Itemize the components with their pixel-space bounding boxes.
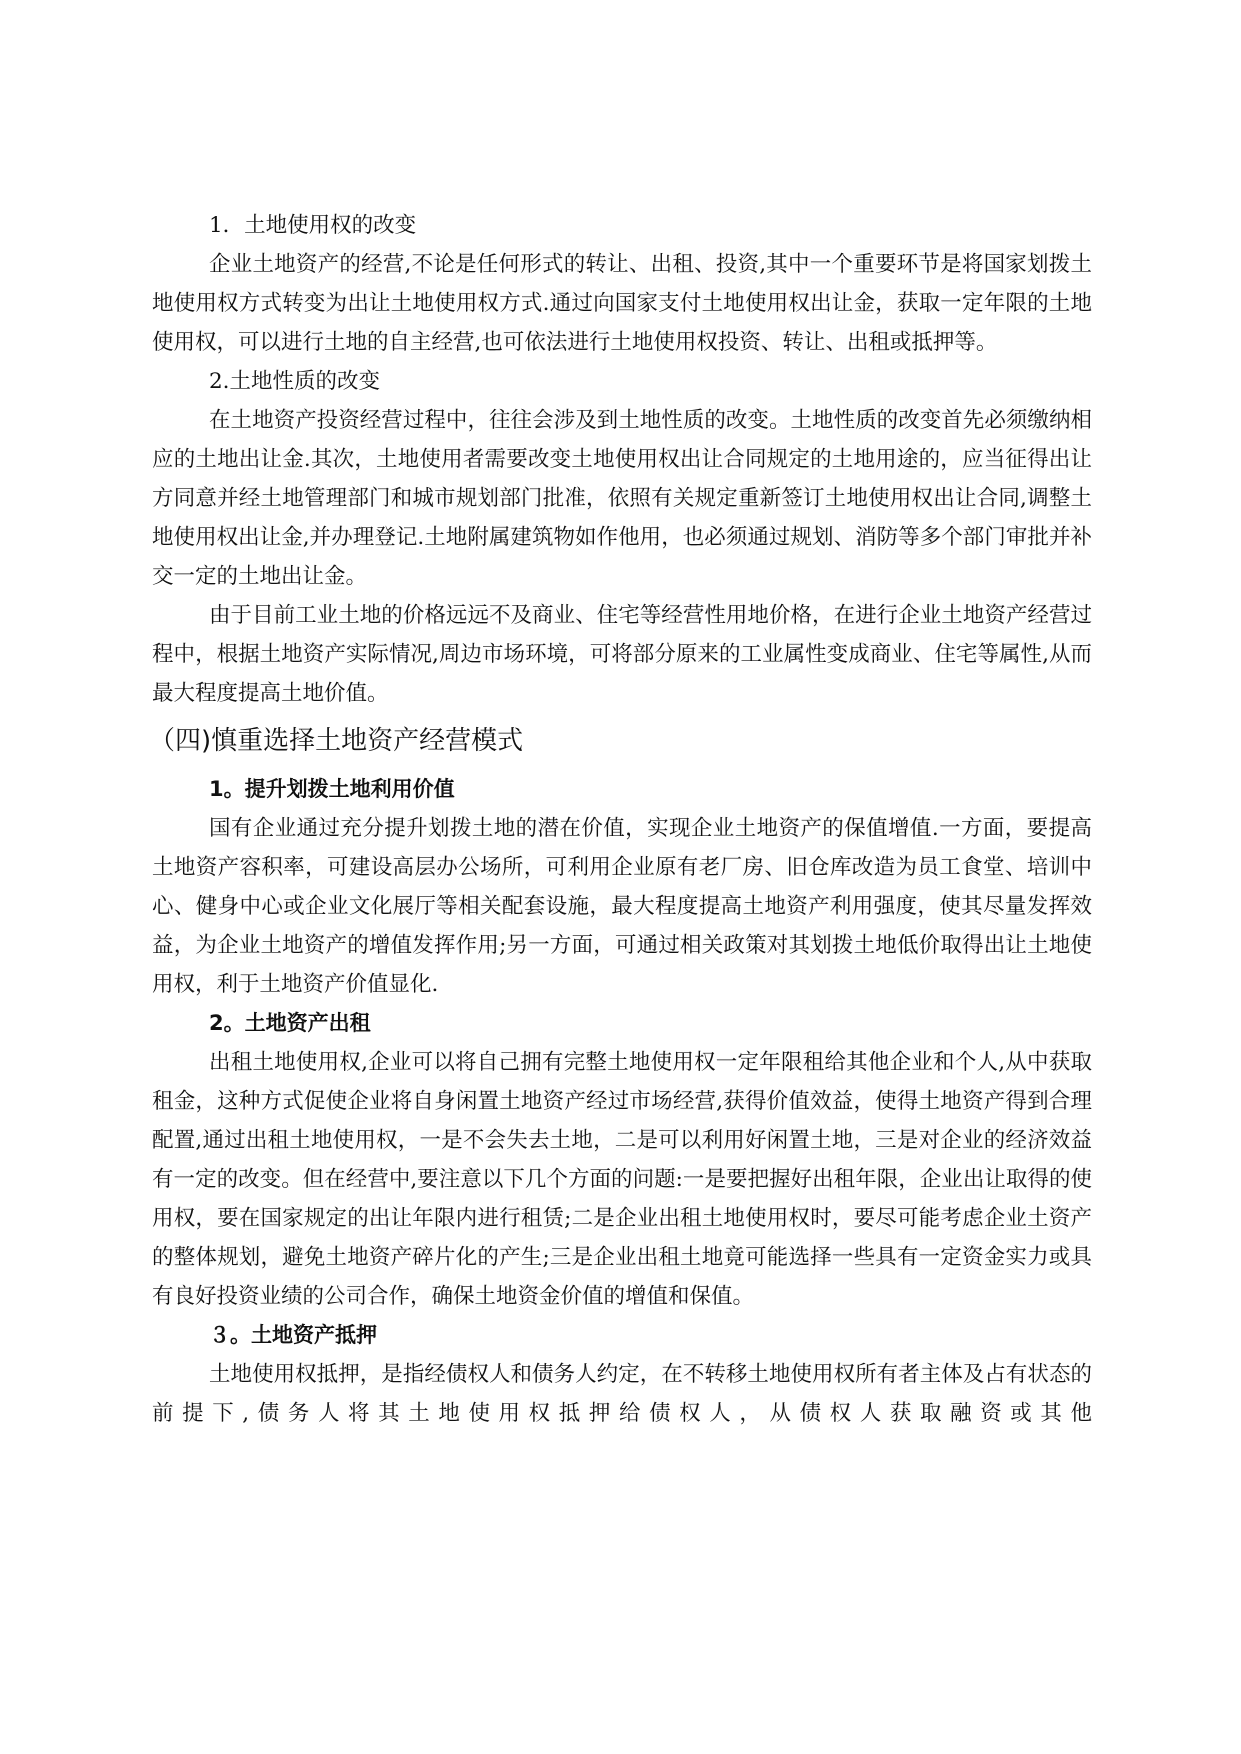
subheading-land-lease: 2。土地资产出租 xyxy=(209,1011,371,1035)
subheading-allocated-land-value: 1。提升划拨土地利用价值 xyxy=(209,777,455,801)
paragraph-allocated-land: 国有企业通过充分提升划拨土地的潜在价值，实现企业土地资产的保值增值.一方面，要提高土地资产容积率，可建设高层办公场所，可利用企业原有老厂房、旧仓库改造为员工食堂、培训中心、健身中心或企业文化展厅等相关配套设施，最大程度提高土地资产利用强度，使其尽量发挥效益，为企业土地资产的增值发挥作用;另一方面，可通过相关政策对其划拨土地低价取得出让土地使用权，利于土地资产价值显化. xyxy=(152,816,1092,997)
paragraph-land-lease: 出租土地使用权,企业可以将自己拥有完整土地使用权一定年限租给其他企业和个人,从中获取租金，这种方式促使企业将自身闲置土地资产经过市场经营,获得价值效益，使得土地资产得到合理配置,通过出租土地使用权，一是不会失去土地，二是可以利用好闲置土地，三是对企业的经济效益有一定的改变。但在经营中,要注意以下几个方面的问题:一是要把握好出租年限，企业出让取得的使用权，要在国家规定的出让年限内进行租赁;二是企业出租土地使用权时，要尽可能考虑企业土资产的整体规划，避免土地资产碎片化的产生;三是企业出租土地竟可能选择一些具有一定资金实力或具有良好投资业绩的公司合作，确保土地资金价值的增值和保值。 xyxy=(152,1050,1092,1309)
paragraph-land-use-right: 企业土地资产的经营,不论是任何形式的转让、出租、投资,其中一个重要环节是将国家划拨土地使用权方式转变为出让土地使用权方式.通过向国家支付土地使用权出让金，获取一定年限的土地使用权，可以进行土地的自主经营,也可依法进行土地使用权投资、转让、出租或抵押等。 xyxy=(152,252,1092,355)
paragraph-land-nature: 在土地资产投资经营过程中，往往会涉及到土地性质的改变。土地性质的改变首先必须缴纳相应的土地出让金.其次，土地使用者需要改变土地使用权出让合同规定的土地用途的，应当征得出让方同意并经土地管理部门和城市规划部门批准，依照有关规定重新签订土地使用权出让合同,调整土地使用权出让金,并办理登记.土地附属建筑物如作他用，也必须通过规划、消防等多个部门审批并补交一定的土地出让金。 xyxy=(152,408,1092,589)
paragraph-land-mortgage: 土地使用权抵押，是指经债权人和债务人约定，在不转移土地使用权所有者主体及占有状态的前提下,债务人将其土地使用权抵押给债权人，从债权人获取融资或其他 xyxy=(152,1362,1092,1426)
section-heading-operation-mode: （四)慎重选择土地资产经营模式 xyxy=(149,726,524,756)
subheading-land-nature-change: 2.土地性质的改变 xyxy=(209,369,381,394)
subheading-land-use-right-change: 1．土地使用权的改变 xyxy=(209,213,417,238)
paragraph-industrial-land-price: 由于目前工业土地的价格远远不及商业、住宅等经营性用地价格，在进行企业土地资产经营过程中，根据土地资产实际情况,周边市场环境，可将部分原来的工业属性变成商业、住宅等属性,从而最大程度提高土地价值。 xyxy=(152,603,1092,706)
subheading-land-mortgage: ３。土地资产抵押 xyxy=(209,1323,377,1347)
document-page xyxy=(149,206,1092,1433)
